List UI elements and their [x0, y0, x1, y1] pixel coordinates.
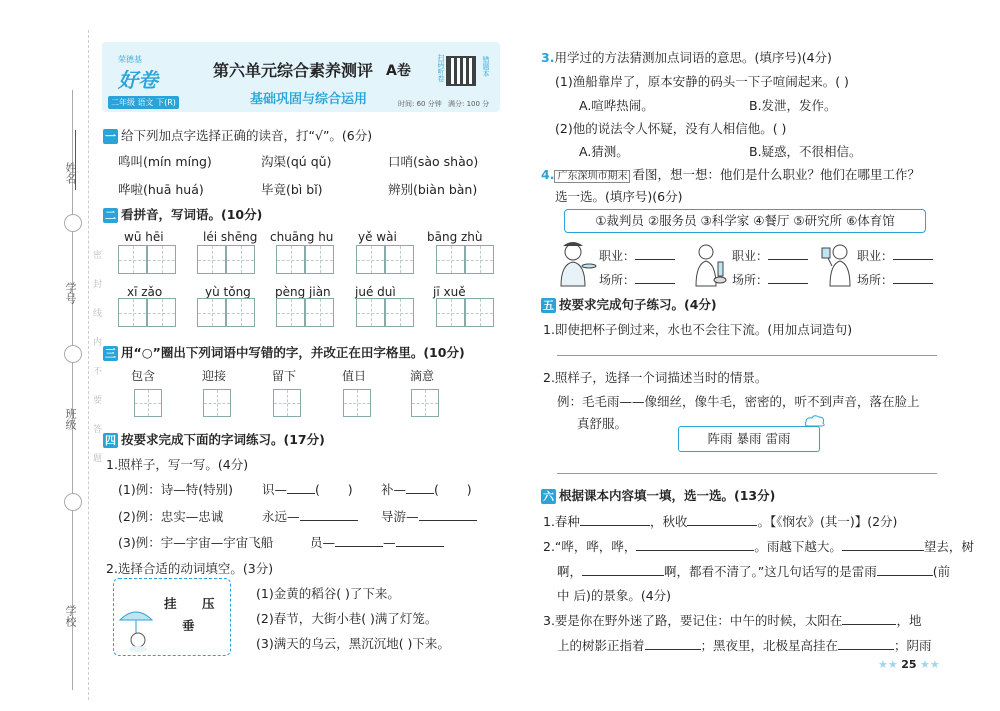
s4-r1a: (1)例：诗—特(特别)	[118, 482, 233, 497]
s6-q2-line3: 中 后)的景象。(4分)	[557, 588, 672, 603]
r4-place-1-label: 场所：	[599, 273, 636, 287]
margin-fold-note: 密封线内不要答题	[91, 250, 101, 482]
s6-q2e: 啊，都看不清了。”这几句话写的是雷雨	[664, 564, 877, 579]
umbrella-child-illustration	[116, 604, 156, 652]
s4-r2b-text: 永远—	[262, 509, 300, 524]
time-label: 时间: 60 分钟	[398, 100, 442, 108]
s4-r3b-blank-1[interactable]	[335, 546, 383, 547]
r3-p1a: A.喧哗热闹。	[579, 98, 654, 113]
s4-r2b	[262, 507, 358, 525]
s4-r1b: 识— ( )	[262, 482, 353, 497]
s4-r1c-blank[interactable]	[406, 493, 434, 494]
s2-box-3-1[interactable]	[276, 245, 305, 274]
s6-badge: 六	[543, 490, 554, 503]
qr-code-icon[interactable]	[446, 56, 476, 86]
s6-q2f: (前	[932, 564, 951, 579]
s2-pinyin-8: pèng jiàn	[275, 285, 331, 299]
s4-r2a: (2)例：忠实—忠诚	[118, 509, 224, 524]
s2-box-2-2[interactable]	[226, 245, 255, 274]
s5-example-2: 真舒服。	[577, 416, 628, 431]
s2-badge: 二	[105, 209, 116, 222]
r4-job-1-blank[interactable]	[635, 259, 675, 260]
brand-grade: 二年级 语文 下(R)	[108, 96, 179, 109]
s6-q2b: 。雨越下越大。	[754, 539, 842, 554]
s6-q2-blank-1[interactable]	[636, 550, 754, 551]
page-title: 第六单元综合素养测评	[213, 61, 374, 80]
s4-r2c-text: 导游—	[381, 509, 419, 524]
r4-place-2-label: 场所：	[732, 273, 769, 287]
s3-box-5[interactable]	[411, 389, 439, 417]
s6-q2-line2	[557, 562, 950, 580]
s2-box-7-2[interactable]	[226, 298, 255, 327]
r4-job-3-label: 职业：	[857, 249, 894, 263]
s2-box-9-2[interactable]	[385, 298, 414, 327]
s6-q3-line2	[557, 636, 932, 654]
s4-r1b-text: 识—	[262, 482, 288, 497]
s3-box-3[interactable]	[273, 389, 301, 417]
s3-box-2[interactable]	[203, 389, 231, 417]
margin-name-label: 姓名	[64, 162, 77, 184]
r4-place-2-blank[interactable]	[768, 283, 808, 284]
s6-q3-blank-1[interactable]	[842, 624, 896, 625]
s4-q1: 1.照样子，写一写。(4分)	[106, 457, 249, 472]
s6-q3-blank-2[interactable]	[645, 649, 701, 650]
s2-box-4-2[interactable]	[385, 245, 414, 274]
r4-num: 4.	[541, 167, 555, 182]
s2-box-8-2[interactable]	[305, 298, 334, 327]
r4-place-1	[599, 271, 675, 288]
s5-q2: 2.照样子，选择一个词描述当时的情景。	[543, 370, 768, 385]
seal-circle-3	[64, 493, 82, 511]
s1-heading	[103, 126, 372, 144]
referee-illustration	[818, 240, 858, 288]
margin-class-label: 班级	[64, 408, 77, 430]
r4-job-3-blank[interactable]	[893, 259, 933, 260]
s6-q2c: 望去，树	[923, 539, 974, 554]
s4-r3a: (3)例：宇—宇宙—宇宙飞船	[118, 535, 274, 550]
r3-num: 3.	[541, 50, 555, 65]
s2-pinyin-9: jué duì	[355, 285, 396, 299]
s6-q2-line1	[543, 537, 974, 555]
s1-item-4: 哗啦(huā huá)	[118, 182, 204, 197]
r3-p2: (2)他的说法令人怀疑，没有人相信他。( )	[555, 121, 787, 136]
s2-pinyin-4: yě wài	[358, 230, 397, 244]
s2-pinyin-5: bāng zhù	[427, 230, 483, 244]
s2-box-4-1[interactable]	[356, 245, 385, 274]
verb-1: 挂	[164, 596, 177, 611]
s6-q2-blank-2[interactable]	[842, 550, 924, 551]
binding-line-inner	[88, 30, 89, 700]
s2-pinyin-7: yù tǒng	[205, 285, 251, 299]
s3-word-2: 迎接	[202, 369, 227, 383]
s6-q2-blank-4[interactable]	[877, 575, 933, 576]
s3-heading	[103, 343, 465, 361]
s6-q1	[543, 512, 897, 530]
s4-r3b-text: 员—	[310, 535, 336, 550]
s4-r2c-blank[interactable]	[419, 520, 477, 521]
r4-place-1-blank[interactable]	[635, 283, 675, 284]
star-decor-icon: ★★	[878, 658, 898, 671]
r4-job-1-label: 职业：	[599, 249, 636, 263]
s6-q1b: ，秋收	[649, 514, 688, 529]
s1-title: 给下列加点字选择正确的读音，打“√”。(6分)	[121, 128, 373, 143]
page-number-area	[878, 658, 940, 671]
s2-box-6-2[interactable]	[147, 298, 176, 327]
s2-pinyin-10: jī xuě	[433, 285, 466, 299]
r4-place-2	[732, 271, 808, 288]
s6-q3b: ，地	[896, 613, 922, 628]
s4-s2-3: (3)满天的乌云，黑沉沉地( )下来。	[256, 636, 450, 651]
r4-title: 看图，想一想：他们是什么职业？他们在哪里工作？	[632, 167, 920, 182]
s5-heading	[541, 295, 717, 313]
brand-logo: 好卷	[118, 68, 158, 92]
s3-box-4[interactable]	[343, 389, 371, 417]
s4-title: 按要求完成下面的字词练习。(17分)	[121, 432, 325, 447]
r4-job-2	[732, 247, 808, 264]
s4-s2-2: (2)春节，大街小巷( )满了灯笼。	[256, 611, 438, 626]
s2-box-5-1[interactable]	[436, 245, 465, 274]
s6-q2-blank-3[interactable]	[582, 575, 664, 576]
verb-3: 垂	[182, 618, 195, 633]
s6-q3c: 上的树影正指着	[557, 638, 645, 653]
brand-top: 荣德基	[118, 55, 142, 64]
s6-q1-blank-1[interactable]	[580, 525, 650, 526]
s6-q3e: ；阴雨	[894, 638, 932, 653]
s5-q2-answer-line[interactable]	[557, 473, 937, 474]
s2-box-9-1[interactable]	[356, 298, 385, 327]
s5-title: 按要求完成句子练习。(4分)	[559, 297, 717, 312]
s4-r1c: 补— ( )	[381, 482, 472, 497]
s5-q1: 1.即使把杯子倒过来，水也不会往下流。(用加点词造句)	[543, 322, 853, 337]
r4-job-1	[599, 247, 675, 264]
r3-p2a: A.猜测。	[579, 144, 629, 159]
r4-job-3	[857, 247, 933, 264]
r4-heading	[541, 165, 920, 183]
s5-word-box: 阵雨 暴雨 雷雨	[678, 426, 820, 452]
r3-heading	[541, 48, 832, 66]
r3-title: 用学过的方法猜测加点词语的意思。(填序号)(4分)	[554, 50, 832, 65]
s1-item-6: 辨别(biàn bàn)	[388, 182, 478, 197]
s3-word-4: 值日	[342, 369, 367, 383]
r3-p1b: B.发泄，发作。	[749, 98, 837, 113]
s2-box-1-1[interactable]	[118, 245, 147, 274]
verb-2: 压	[202, 596, 215, 611]
r4-job-2-blank[interactable]	[768, 259, 808, 260]
s2-box-3-2[interactable]	[305, 245, 334, 274]
s3-title: 用“○”圈出下列词语中写错的字，并改正在田字格里。(10分)	[121, 345, 465, 360]
s1-item-1: 鸣叫(mín míng)	[118, 154, 212, 169]
margin-id-label: 学号	[64, 282, 77, 304]
s2-pinyin-2: léi shēng	[203, 230, 258, 244]
seal-circle-1	[64, 214, 82, 232]
s6-heading	[541, 486, 775, 504]
s2-pinyin-1: wū hēi	[124, 230, 164, 244]
s5-example-1: 例：毛毛雨——像细丝，像牛毛，密密的，听不到声音，落在脸上	[557, 394, 920, 409]
s6-q3a: 3.要是你在野外迷了路，要记住：中午的时候，太阳在	[543, 613, 843, 628]
r3-p1: (1)渔船靠岸了，原本安静的码头一下子喧闹起来。( )	[555, 74, 849, 89]
r4-job-2-label: 职业：	[732, 249, 769, 263]
s1-item-2: 沟渠(qú qǔ)	[261, 154, 332, 169]
r3-p2b: B.疑惑，不很相信。	[749, 144, 862, 159]
s5-q1-answer-line[interactable]	[557, 355, 937, 356]
s6-title: 根据课本内容填一填，选一选。(13分)	[559, 488, 776, 503]
page-number: 25	[901, 658, 917, 671]
s4-r1c-text: 补—	[381, 482, 407, 497]
s3-box-1[interactable]	[134, 389, 162, 417]
star-decor-icon-right: ★★	[920, 658, 940, 671]
s2-box-10-2[interactable]	[465, 298, 494, 327]
s6-q3d: ；黑夜里，北极星高挂在	[700, 638, 839, 653]
s4-r2b-blank[interactable]	[300, 520, 358, 521]
s6-q2d: 啊，	[557, 564, 583, 579]
s2-heading	[103, 205, 262, 223]
s2-pinyin-3: chuāng hu	[270, 230, 334, 244]
version-label: A卷	[386, 63, 411, 79]
s2-box-2-1[interactable]	[197, 245, 226, 274]
seal-circle-2	[64, 345, 82, 363]
name-blank	[75, 130, 76, 190]
s3-word-3: 留下	[272, 369, 297, 383]
s2-box-1-2[interactable]	[147, 245, 176, 274]
cloud-icon	[804, 414, 826, 430]
s4-q2: 2.选择合适的动词填空。(3分)	[106, 561, 274, 576]
s6-q2a: 2.“哗，哗，哗，	[543, 539, 637, 554]
s2-box-5-2[interactable]	[465, 245, 494, 274]
r4-place-3	[857, 271, 933, 288]
r4-place-3-blank[interactable]	[893, 283, 933, 284]
s6-q3-line1	[543, 611, 921, 629]
s1-badge: 一	[105, 130, 116, 143]
s2-title: 看拼音，写词语。(10分)	[121, 207, 263, 222]
margin-school-label: 学校	[64, 605, 77, 627]
s4-heading	[103, 430, 325, 448]
r4-options-box: ①裁判员 ②服务员 ③科学家 ④餐厅 ⑤研究所 ⑥体育馆	[564, 209, 926, 233]
s4-r2c	[381, 507, 477, 525]
r4-tag: 广东深圳市期末	[554, 170, 630, 183]
s4-s2-1: (1)金黄的稻谷( )了下来。	[256, 586, 400, 601]
s1-item-5: 毕竟(bì bǐ)	[261, 182, 323, 197]
s3-word-5: 滴意	[410, 369, 435, 383]
waiter-illustration	[553, 240, 597, 288]
s3-badge: 三	[105, 347, 116, 360]
s1-item-3: 口哨(sào shào)	[388, 154, 479, 169]
qr-left-label: 扫码听卷	[437, 54, 445, 82]
s2-pinyin-6: xī zǎo	[127, 285, 163, 299]
page-subtitle: 基础巩固与综合运用	[250, 92, 368, 107]
s3-word-1: 包含	[131, 369, 156, 383]
scientist-illustration	[688, 240, 728, 288]
r4-place-3-label: 场所：	[857, 273, 894, 287]
s2-box-7-1[interactable]	[197, 298, 226, 327]
r4-title-2: 选一选。(填序号)(6分)	[555, 189, 683, 204]
s5-badge: 五	[543, 299, 554, 312]
s6-q1-blank-2[interactable]	[687, 525, 757, 526]
qr-right-label: 错题本	[482, 56, 490, 77]
s6-q1a: 1.春种	[543, 514, 580, 529]
s4-r3b: 员— —	[310, 533, 444, 551]
s4-badge: 四	[105, 434, 116, 447]
s4-r1b-blank[interactable]	[287, 493, 315, 494]
s4-r3b-blank-2[interactable]	[396, 546, 444, 547]
s2-box-6-1[interactable]	[118, 298, 147, 327]
s6-q1c: 。【《悯农》(其一)】(2分)	[757, 514, 898, 529]
s2-box-8-1[interactable]	[276, 298, 305, 327]
s6-q3-blank-3[interactable]	[838, 649, 894, 650]
s2-box-10-1[interactable]	[436, 298, 465, 327]
score-label: 满分: 100 分	[448, 100, 490, 108]
